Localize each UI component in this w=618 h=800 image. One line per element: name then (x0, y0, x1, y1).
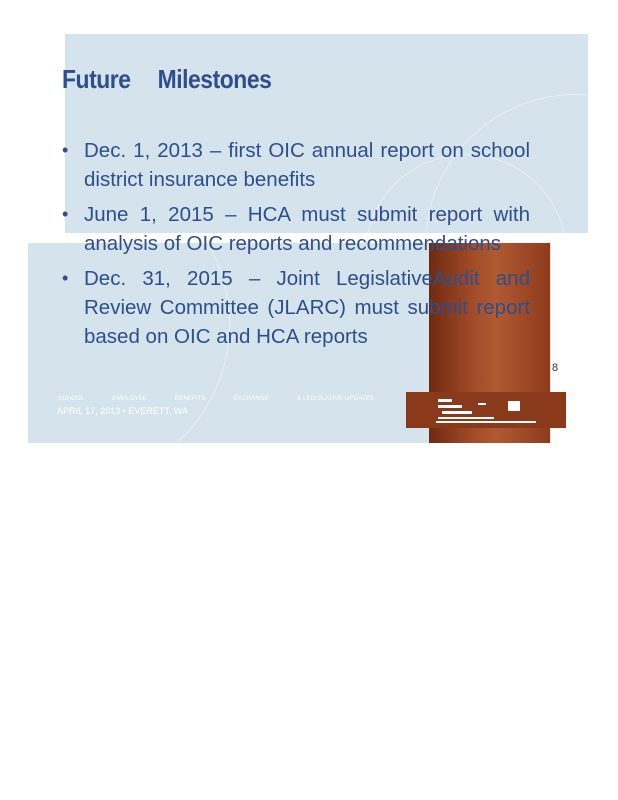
bullet-item: • June 1, 2015 – HCA must submit report with analysis of OIC reports and recommendations (62, 200, 530, 258)
footer-strip (58, 396, 400, 402)
logo-mark (436, 397, 546, 425)
footer-strip-item: BENEFITS (174, 396, 206, 402)
bullet-list (62, 136, 530, 357)
footer-strip-item: & LEGISLATIVE UPDATES (296, 396, 375, 402)
footer-strip-item: EMPLOYEE (112, 396, 148, 402)
footer-date-place: APRIL 17, 2013 • EVERETT, WA (57, 406, 189, 416)
footer-strip-item: SCHOOL (58, 396, 85, 402)
slide-title: Future Milestones (62, 64, 272, 94)
bullet-item: • Dec. 1, 2013 – first OIC annual report on school district insurance benefits (62, 136, 530, 194)
footer-strip-item: EXCHANGE (233, 396, 270, 402)
bullet-item: • Dec. 31, 2015 – Joint LegislativeAudit and Review Committee (JLARC) must submit report based on OIC and HCA reports (62, 264, 530, 351)
page-number: 8 (552, 362, 559, 374)
